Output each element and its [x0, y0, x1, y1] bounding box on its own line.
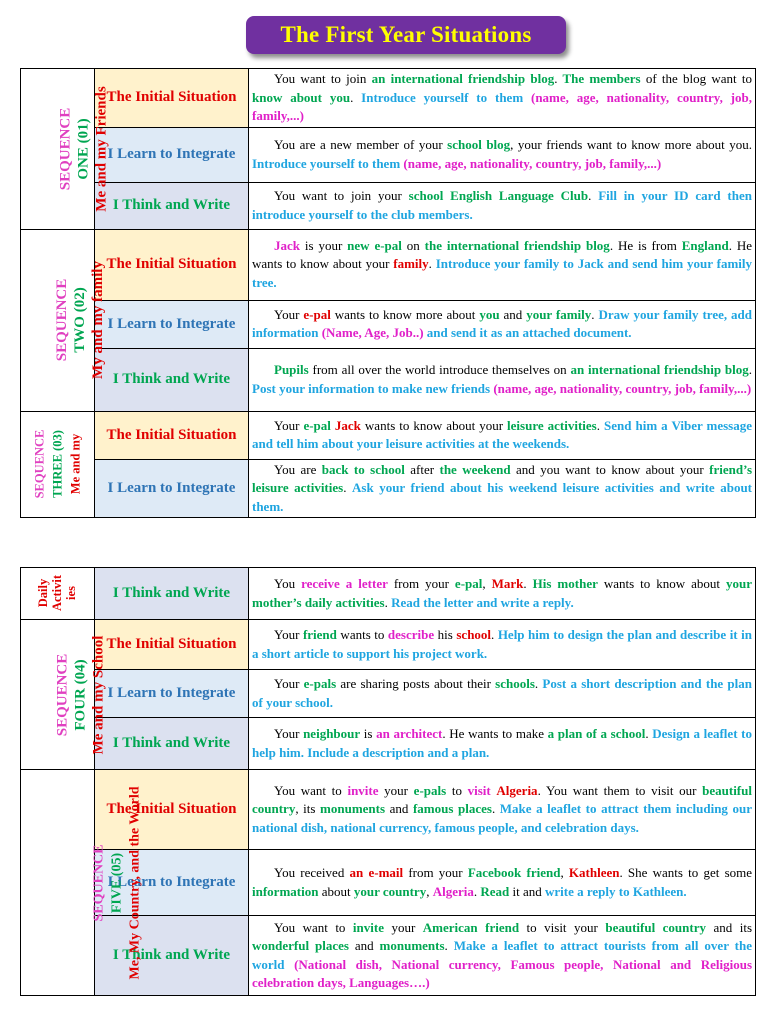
text-segment: . — [588, 188, 599, 203]
text-segment: friend’s leisure activities — [252, 461, 753, 495]
text-segment: back to school — [321, 461, 405, 477]
label-initial-situation: The Initial Situation — [95, 69, 249, 128]
text-segment: describe — [387, 627, 435, 642]
text-segment: . She wants to get some — [619, 865, 753, 880]
situation-text — [249, 568, 756, 620]
situation-text — [249, 770, 756, 850]
text-segment: the weekend — [439, 461, 511, 477]
text-segment: . — [554, 71, 558, 86]
label-learn-to-integrate: I Learn to Integrate — [95, 670, 249, 718]
text-segment: leisure activities — [507, 417, 597, 433]
text-segment: monuments — [379, 938, 445, 953]
text-segment: e-pal — [303, 306, 331, 322]
text-segment: Make a leaflet to attract tourists from all over the world — [252, 938, 752, 972]
label-learn-to-integrate: I Learn to Integrate — [95, 127, 249, 182]
table-row — [21, 127, 756, 182]
table-row — [21, 670, 756, 718]
text-segment: . — [384, 594, 392, 610]
situation-text — [249, 127, 756, 182]
sequence-cell-three — [21, 411, 95, 518]
text-segment: Your — [274, 627, 303, 642]
text-segment: Help him to design the plan and describe it in a short article to support his project work. — [252, 627, 753, 661]
table-row — [21, 568, 756, 620]
text-segment: . You want them to visit our — [537, 782, 703, 798]
text-segment: of the blog want to — [640, 71, 752, 86]
text-segment: from all over the world introduce themselves on — [308, 362, 571, 377]
text-segment: schools — [495, 676, 535, 691]
text-segment: , — [426, 883, 433, 899]
text-segment: friend — [302, 627, 337, 642]
text-segment: from your — [403, 865, 468, 880]
situation-text — [249, 620, 756, 670]
text-segment: and you want to know about your — [510, 461, 710, 477]
situations-table-1 — [20, 68, 756, 518]
text-segment: e-pals — [303, 676, 337, 691]
text-segment: (name, age, nationality, country, job, family,...) — [252, 89, 752, 123]
text-segment: , — [482, 576, 492, 591]
text-segment: Your — [274, 306, 304, 322]
text-segment: e-pals — [413, 782, 447, 798]
text-segment: . He wants to know about your — [252, 237, 752, 272]
situation-text — [249, 69, 756, 128]
text-segment: wants to know about your — [360, 417, 508, 433]
text-segment: receive a letter — [301, 576, 388, 591]
text-segment: . — [596, 417, 605, 433]
text-segment: You want to join — [274, 71, 372, 86]
text-segment: write a reply to Kathleen. — [545, 883, 687, 899]
text-segment: neighbour — [303, 726, 361, 741]
text-segment: Draw your family tree, add information — [252, 306, 753, 340]
text-segment: . — [645, 726, 653, 741]
daily-activities-label: Daily Activit ies — [36, 574, 79, 611]
text-segment: . — [591, 306, 599, 322]
situation-text — [249, 182, 756, 229]
text-segment: Jack — [274, 237, 300, 253]
text-segment: (Name, Age, Job..) — [321, 325, 424, 340]
text-segment: Post a short description and the plan of your school. — [252, 676, 753, 710]
situation-text — [249, 459, 756, 518]
sequence-four-label: SEQUENCE FOUR (04) Me and my School — [54, 635, 107, 754]
title-banner — [246, 16, 566, 54]
text-segment: you — [479, 306, 500, 322]
text-segment: is — [360, 726, 377, 741]
text-segment: Mark — [491, 576, 524, 591]
text-segment: monuments — [320, 801, 386, 817]
text-segment: Introduce yourself to them — [252, 155, 404, 171]
label-initial-situation: The Initial Situation — [95, 620, 249, 670]
text-segment: your family — [526, 306, 592, 322]
text-segment: it and — [509, 883, 545, 899]
text-segment: Fill in your ID card then introduce yourself to the club members. — [252, 188, 752, 222]
text-segment: Facebook friend — [467, 865, 561, 880]
sequence-one-label: SEQUENCE ONE (01) Me and my Friends — [57, 86, 110, 212]
text-segment: and — [499, 306, 527, 322]
page-title: The First Year Situations — [280, 22, 532, 47]
text-segment: . — [428, 256, 436, 272]
table-row — [21, 300, 756, 348]
label-think-and-write: I Think and Write — [95, 718, 249, 770]
text-segment: beautiful country — [252, 782, 752, 817]
text-segment: You want to join your — [274, 188, 409, 203]
table-row — [21, 348, 756, 411]
text-segment: Your — [274, 726, 304, 741]
text-segment: . — [491, 627, 498, 642]
label-initial-situation: The Initial Situation — [95, 411, 249, 459]
situation-text — [249, 670, 756, 718]
text-segment: Pupils — [274, 362, 309, 377]
text-segment: . — [444, 938, 454, 953]
text-segment: American friend — [422, 919, 520, 935]
sequence-cell-five — [21, 770, 143, 996]
label-initial-situation: The Initial Situation — [95, 229, 249, 300]
text-segment: . — [523, 576, 533, 591]
situation-text — [249, 300, 756, 348]
text-segment: The members — [557, 71, 641, 86]
text-segment: You want to — [274, 782, 348, 798]
text-segment: You are — [274, 461, 322, 477]
sequence-five-label: SEQUENCE FIVE (05) Me, My Country, and the World — [91, 785, 143, 980]
text-segment: an international friendship blog — [371, 71, 555, 86]
text-segment: invite — [352, 919, 384, 935]
label-learn-to-integrate: I Learn to Integrate — [95, 300, 249, 348]
table-row — [21, 229, 756, 300]
text-segment: know about you — [252, 89, 351, 105]
text-segment: Make a leaflet to attract them including our national dish, national currency, famous people, and celebration days. — [252, 801, 753, 835]
text-segment: Design a leaflet to help him. Include a description and a plan. — [252, 726, 753, 760]
text-segment: Algeria — [496, 782, 538, 798]
text-segment: your mother’s daily activities — [252, 576, 753, 610]
text-segment: wonderful places — [252, 938, 349, 953]
sequence-two-label: SEQUENCE TWO (02) My and my family — [53, 261, 106, 379]
text-segment: Introduce your family to Jack and send him your family tree. — [252, 256, 752, 290]
table-row — [21, 620, 756, 670]
text-segment: Your — [274, 676, 304, 691]
text-segment: visit — [467, 782, 491, 798]
sequence-three-label: SEQUENCE THREE (03) Me and my — [32, 429, 83, 499]
text-segment: an architect — [376, 726, 443, 741]
situation-text — [249, 718, 756, 770]
text-segment: You are a new member of your — [274, 137, 448, 152]
text-segment: your — [378, 782, 414, 798]
text-segment: wants to know about — [597, 576, 727, 591]
text-segment: and its — [706, 919, 753, 935]
situations-table-2 — [20, 567, 756, 996]
text-segment: are sharing posts about their — [336, 676, 496, 691]
text-segment: You received — [274, 865, 350, 880]
label-learn-to-integrate: I Learn to Integrate — [95, 850, 249, 916]
table-row — [21, 459, 756, 518]
text-segment: , your friends want to know more about you. — [510, 137, 752, 152]
text-segment: Jack — [334, 417, 361, 433]
text-segment: Algeria — [432, 883, 474, 899]
text-segment: from your — [387, 576, 455, 591]
text-segment: to visit your — [519, 919, 606, 935]
text-segment: and — [385, 801, 413, 817]
text-segment: his — [434, 627, 457, 642]
text-segment: new e-pal — [347, 237, 402, 253]
text-segment: a plan of a school — [547, 726, 646, 741]
text-segment: His mother — [532, 576, 598, 591]
situation-text — [249, 229, 756, 300]
text-segment: Read the letter and write a reply. — [391, 594, 574, 610]
sequence-cell-one — [21, 69, 110, 230]
label-initial-situation: The Initial Situation — [95, 770, 249, 850]
text-segment: , its — [295, 801, 321, 817]
text-segment: Your — [274, 417, 304, 433]
label-think-and-write: I Think and Write — [95, 916, 249, 996]
text-segment: the international friendship blog — [424, 237, 610, 253]
situation-text — [249, 850, 756, 916]
text-segment: . — [491, 801, 500, 817]
text-segment: school English Language Club — [408, 188, 589, 203]
text-segment: an international friendship blog — [570, 362, 749, 377]
text-segment: . — [473, 883, 481, 899]
text-segment: , — [560, 865, 569, 880]
label-think-and-write: I Think and Write — [95, 348, 249, 411]
text-segment: your country — [353, 883, 427, 899]
text-segment: about — [318, 883, 354, 899]
text-segment: on — [401, 237, 425, 253]
text-segment: Read — [480, 883, 510, 899]
situation-text — [249, 916, 756, 996]
text-segment: your — [383, 919, 423, 935]
text-segment: after — [404, 461, 440, 477]
text-segment: (name, age, nationality, country, job, family,...) — [493, 380, 752, 396]
sequence-cell-two — [21, 229, 106, 411]
text-segment: . He wants to make — [442, 726, 548, 741]
label-learn-to-integrate: I Learn to Integrate — [95, 459, 249, 518]
text-segment: You want to — [274, 919, 353, 935]
label-think-and-write: I Think and Write — [95, 568, 249, 620]
table-row — [21, 411, 756, 459]
text-segment: Introduce yourself to them — [353, 89, 531, 105]
text-segment: e-pal — [454, 576, 483, 591]
text-segment: family — [393, 256, 429, 272]
text-segment: (National dish, National currency, Famous people, National and Religious celebration days, Languages….) — [252, 956, 753, 990]
label-think-and-write: I Think and Write — [95, 182, 249, 229]
text-segment: England — [681, 237, 729, 253]
sequence-cell-daily — [21, 568, 95, 620]
text-segment: . — [534, 676, 543, 691]
table-row — [21, 718, 756, 770]
text-segment: e-pal — [303, 417, 331, 433]
text-segment: . — [343, 480, 352, 495]
text-segment: school blog — [447, 137, 511, 152]
text-segment: school — [456, 627, 492, 642]
text-segment: (name, age, nationality, country, job, family,...) — [403, 155, 662, 171]
text-segment: beautiful country — [605, 919, 706, 935]
text-segment: . — [748, 362, 752, 377]
text-segment: . He is from — [609, 237, 682, 253]
text-segment: famous places — [412, 801, 492, 817]
text-segment: and — [348, 938, 380, 953]
text-segment: You — [274, 576, 302, 591]
text-segment: wants to — [336, 627, 388, 642]
table-row — [21, 770, 756, 850]
table-row — [21, 69, 756, 128]
table-row — [21, 182, 756, 229]
text-segment: and send it as an attached document. — [423, 325, 632, 340]
text-segment: an e-mail — [349, 865, 404, 880]
text-segment: Post your information to make new friends — [252, 380, 494, 396]
text-segment: . — [350, 89, 354, 105]
text-segment: Send him a Viber message and tell him about your leisure activities at the weekends. — [252, 417, 753, 451]
text-segment: Kathleen — [568, 865, 620, 880]
text-segment: wants to know more about — [330, 306, 480, 322]
text-segment: Ask your friend about his weekend leisure activities and write about them. — [252, 480, 753, 514]
text-segment: is your — [300, 237, 348, 253]
situation-text — [249, 411, 756, 459]
text-segment: invite — [347, 782, 379, 798]
text-segment: to — [446, 782, 468, 798]
text-segment: information — [252, 883, 319, 899]
sequence-cell-four — [21, 620, 107, 770]
situation-text — [249, 348, 756, 411]
